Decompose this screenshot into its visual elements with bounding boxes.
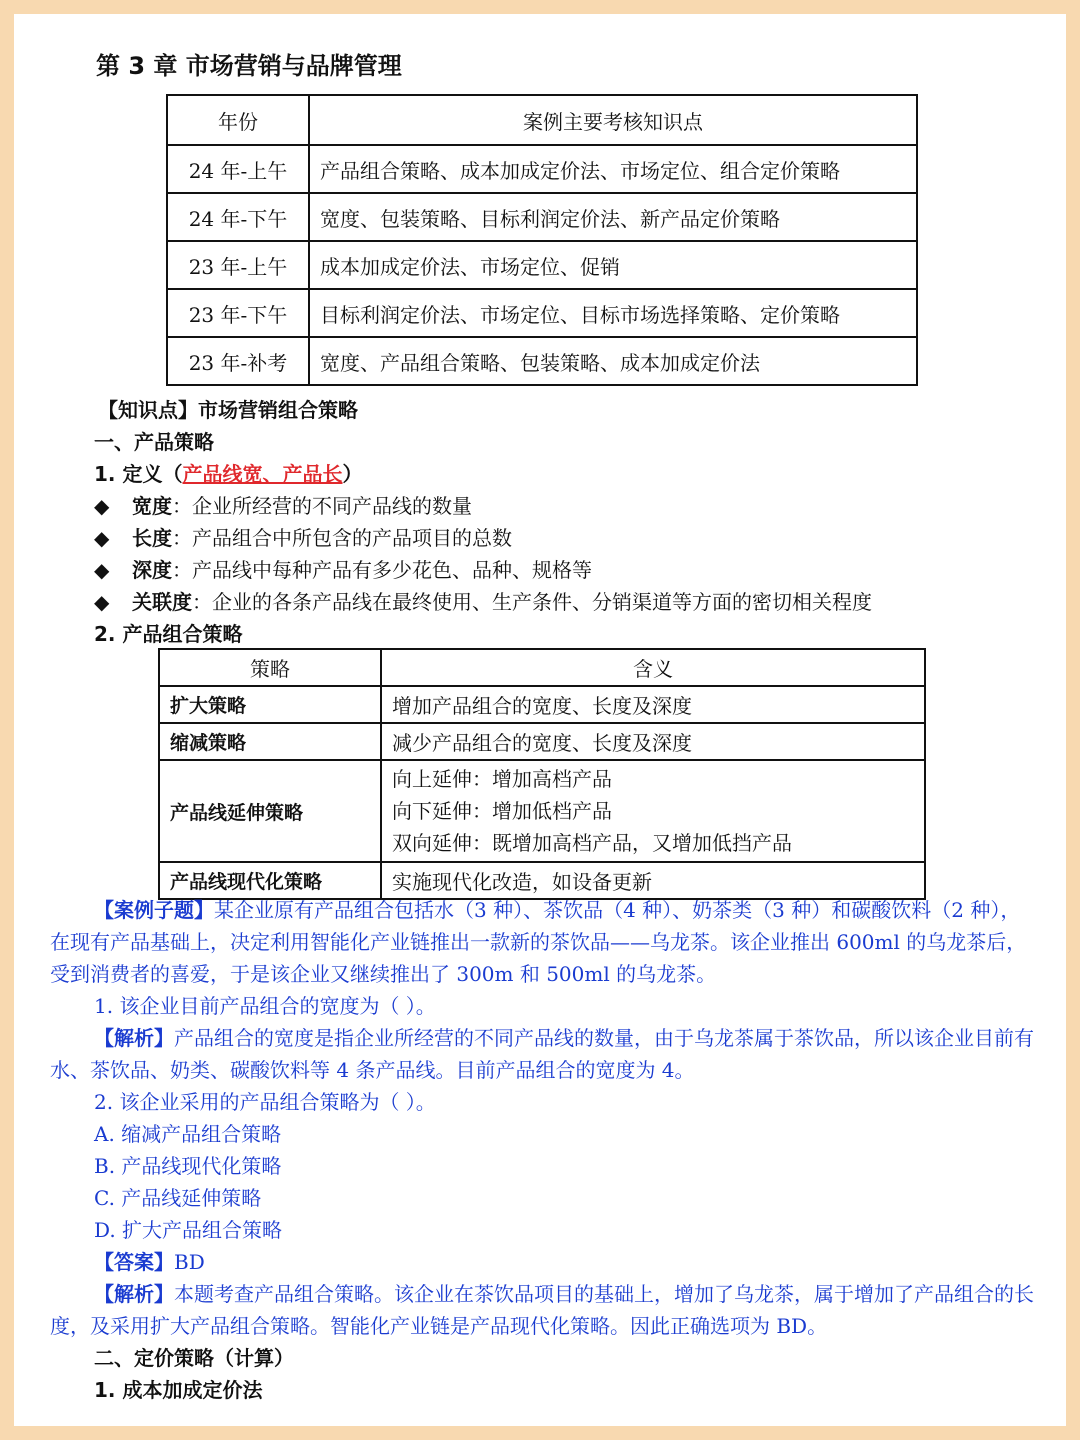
table-row xyxy=(167,193,917,241)
analysis-tag: 【解析】 xyxy=(94,1282,174,1306)
bullet-text: ：产品组合中所包含的产品项目的总数 xyxy=(172,526,512,550)
header-topics: 案例主要考核知识点 xyxy=(309,95,917,145)
chapter-title: 第 3 章 市场营销与品牌管理 xyxy=(96,52,402,80)
table-row xyxy=(167,241,917,289)
year-cell: 23 年-补考 xyxy=(167,337,309,385)
definition-suffix: ） xyxy=(342,462,363,486)
analysis-text: 本题考查产品组合策略。该企业在茶饮品项目的基础上，增加了乌龙茶，属于增加了产品组合的长度，及采用扩大产品组合策略。智能化产业链是产品现代化策略。因此正确选项为 BD。 xyxy=(50,1282,1034,1338)
table-row xyxy=(167,337,917,385)
strategy-meaning: 增加产品组合的宽度、长度及深度 xyxy=(381,686,925,723)
diamond-bullet-icon: ◆ xyxy=(94,558,110,582)
bullet-text: ：企业的各条产品线在最终使用、生产条件、分销渠道等方面的密切相关程度 xyxy=(192,590,872,614)
document-page xyxy=(14,14,1066,1426)
knowledge-heading: 【知识点】市场营销组合策略 xyxy=(98,398,358,422)
strategy-meaning: 实施现代化改造，如设备更新 xyxy=(381,862,925,899)
diamond-bullet-icon: ◆ xyxy=(94,494,110,518)
question-1: 1. 该企业目前产品组合的宽度为（ ）。 xyxy=(94,994,436,1018)
option-c: C. 产品线延伸策略 xyxy=(94,1186,262,1210)
definition-highlight: 产品线宽、产品长 xyxy=(182,462,343,486)
bullet-item xyxy=(94,554,592,586)
table-row xyxy=(159,760,925,862)
question-2: 2. 该企业采用的产品组合策略为（ ）。 xyxy=(94,1090,436,1114)
analysis-text: 产品组合的宽度是指企业所经营的不同产品线的数量，由于乌龙茶属于茶饮品，所以该企业目前有水、茶饮品、奶类、碳酸饮料等 4 条产品线。目前产品组合的宽度为 4。 xyxy=(50,1026,1034,1082)
meaning-line: 向下延伸：增加低档产品 xyxy=(392,799,612,823)
year-cell: 24 年-上午 xyxy=(167,145,309,193)
exam-topics-table xyxy=(166,94,918,386)
table-row xyxy=(159,686,925,723)
header-year: 年份 xyxy=(167,95,309,145)
topics-cell: 目标利润定价法、市场定位、目标市场选择策略、定价策略 xyxy=(309,289,917,337)
bullet-term: 关联度 xyxy=(132,590,192,614)
table-row xyxy=(167,145,917,193)
year-cell: 23 年-上午 xyxy=(167,241,309,289)
strategy-meaning xyxy=(381,760,925,862)
analysis-1 xyxy=(50,1022,1040,1086)
bullet-item xyxy=(94,490,472,522)
subsection-cost-plus: 1. 成本加成定价法 xyxy=(94,1378,263,1402)
option-d: D. 扩大产品组合策略 xyxy=(94,1218,283,1242)
bullet-item xyxy=(94,522,512,554)
bullet-item xyxy=(94,586,872,618)
meaning-line: 向上延伸：增加高档产品 xyxy=(392,767,612,791)
meaning-line: 双向延伸：既增加高档产品，又增加低挡产品 xyxy=(392,831,792,855)
header-meaning: 含义 xyxy=(381,649,925,686)
topics-cell: 产品组合策略、成本加成定价法、市场定位、组合定价策略 xyxy=(309,145,917,193)
header-strategy: 策略 xyxy=(159,649,381,686)
strategy-meaning: 减少产品组合的宽度、长度及深度 xyxy=(381,723,925,760)
topics-cell: 宽度、包装策略、目标利润定价法、新产品定价策略 xyxy=(309,193,917,241)
bullet-term: 深度 xyxy=(132,558,172,582)
table-row xyxy=(167,289,917,337)
answer-tag: 【答案】 xyxy=(94,1250,174,1274)
analysis-tag: 【解析】 xyxy=(94,1026,174,1050)
option-a: A. 缩减产品组合策略 xyxy=(94,1122,282,1146)
bullet-term: 宽度 xyxy=(132,494,172,518)
bullet-term: 长度 xyxy=(132,526,172,550)
table-header-row xyxy=(159,649,925,686)
table-header-row xyxy=(167,95,917,145)
answer-line xyxy=(94,1246,205,1278)
subsection-product-mix: 2. 产品组合策略 xyxy=(94,622,243,646)
diamond-bullet-icon: ◆ xyxy=(94,590,110,614)
definition-line xyxy=(94,458,362,490)
year-cell: 23 年-下午 xyxy=(167,289,309,337)
option-b: B. 产品线现代化策略 xyxy=(94,1154,282,1178)
analysis-2 xyxy=(50,1278,1040,1342)
strategy-name: 产品线延伸策略 xyxy=(159,760,381,862)
strategy-name: 扩大策略 xyxy=(159,686,381,723)
case-intro xyxy=(50,894,1040,990)
strategy-name: 产品线现代化策略 xyxy=(159,862,381,899)
strategy-name: 缩减策略 xyxy=(159,723,381,760)
definition-prefix: 1. 定义（ xyxy=(94,462,183,486)
section-product-strategy: 一、产品策略 xyxy=(94,430,214,454)
bullet-text: ：产品线中每种产品有多少花色、品种、规格等 xyxy=(172,558,592,582)
topics-cell: 宽度、产品组合策略、包装策略、成本加成定价法 xyxy=(309,337,917,385)
bullet-text: ：企业所经营的不同产品线的数量 xyxy=(172,494,472,518)
strategy-table xyxy=(158,648,926,900)
topics-cell: 成本加成定价法、市场定位、促销 xyxy=(309,241,917,289)
case-text: 某企业原有产品组合包括水（3 种）、茶饮品（4 种）、奶茶类（3 种）和碳酸饮料（2 种），在现有产品基础上，决定利用智能化产业链推出一款新的茶饮品——乌龙茶。该企业推出 600ml 的乌龙茶后，受到消费者的喜爱，于是该企业又继续推出了 300m 和 500ml 的乌龙茶。 xyxy=(50,898,1027,986)
year-cell: 24 年-下午 xyxy=(167,193,309,241)
section-pricing-strategy: 二、定价策略（计算） xyxy=(94,1346,294,1370)
table-row xyxy=(159,723,925,760)
answer-value: BD xyxy=(174,1250,205,1274)
case-tag: 【案例子题】 xyxy=(94,898,214,922)
diamond-bullet-icon: ◆ xyxy=(94,526,110,550)
